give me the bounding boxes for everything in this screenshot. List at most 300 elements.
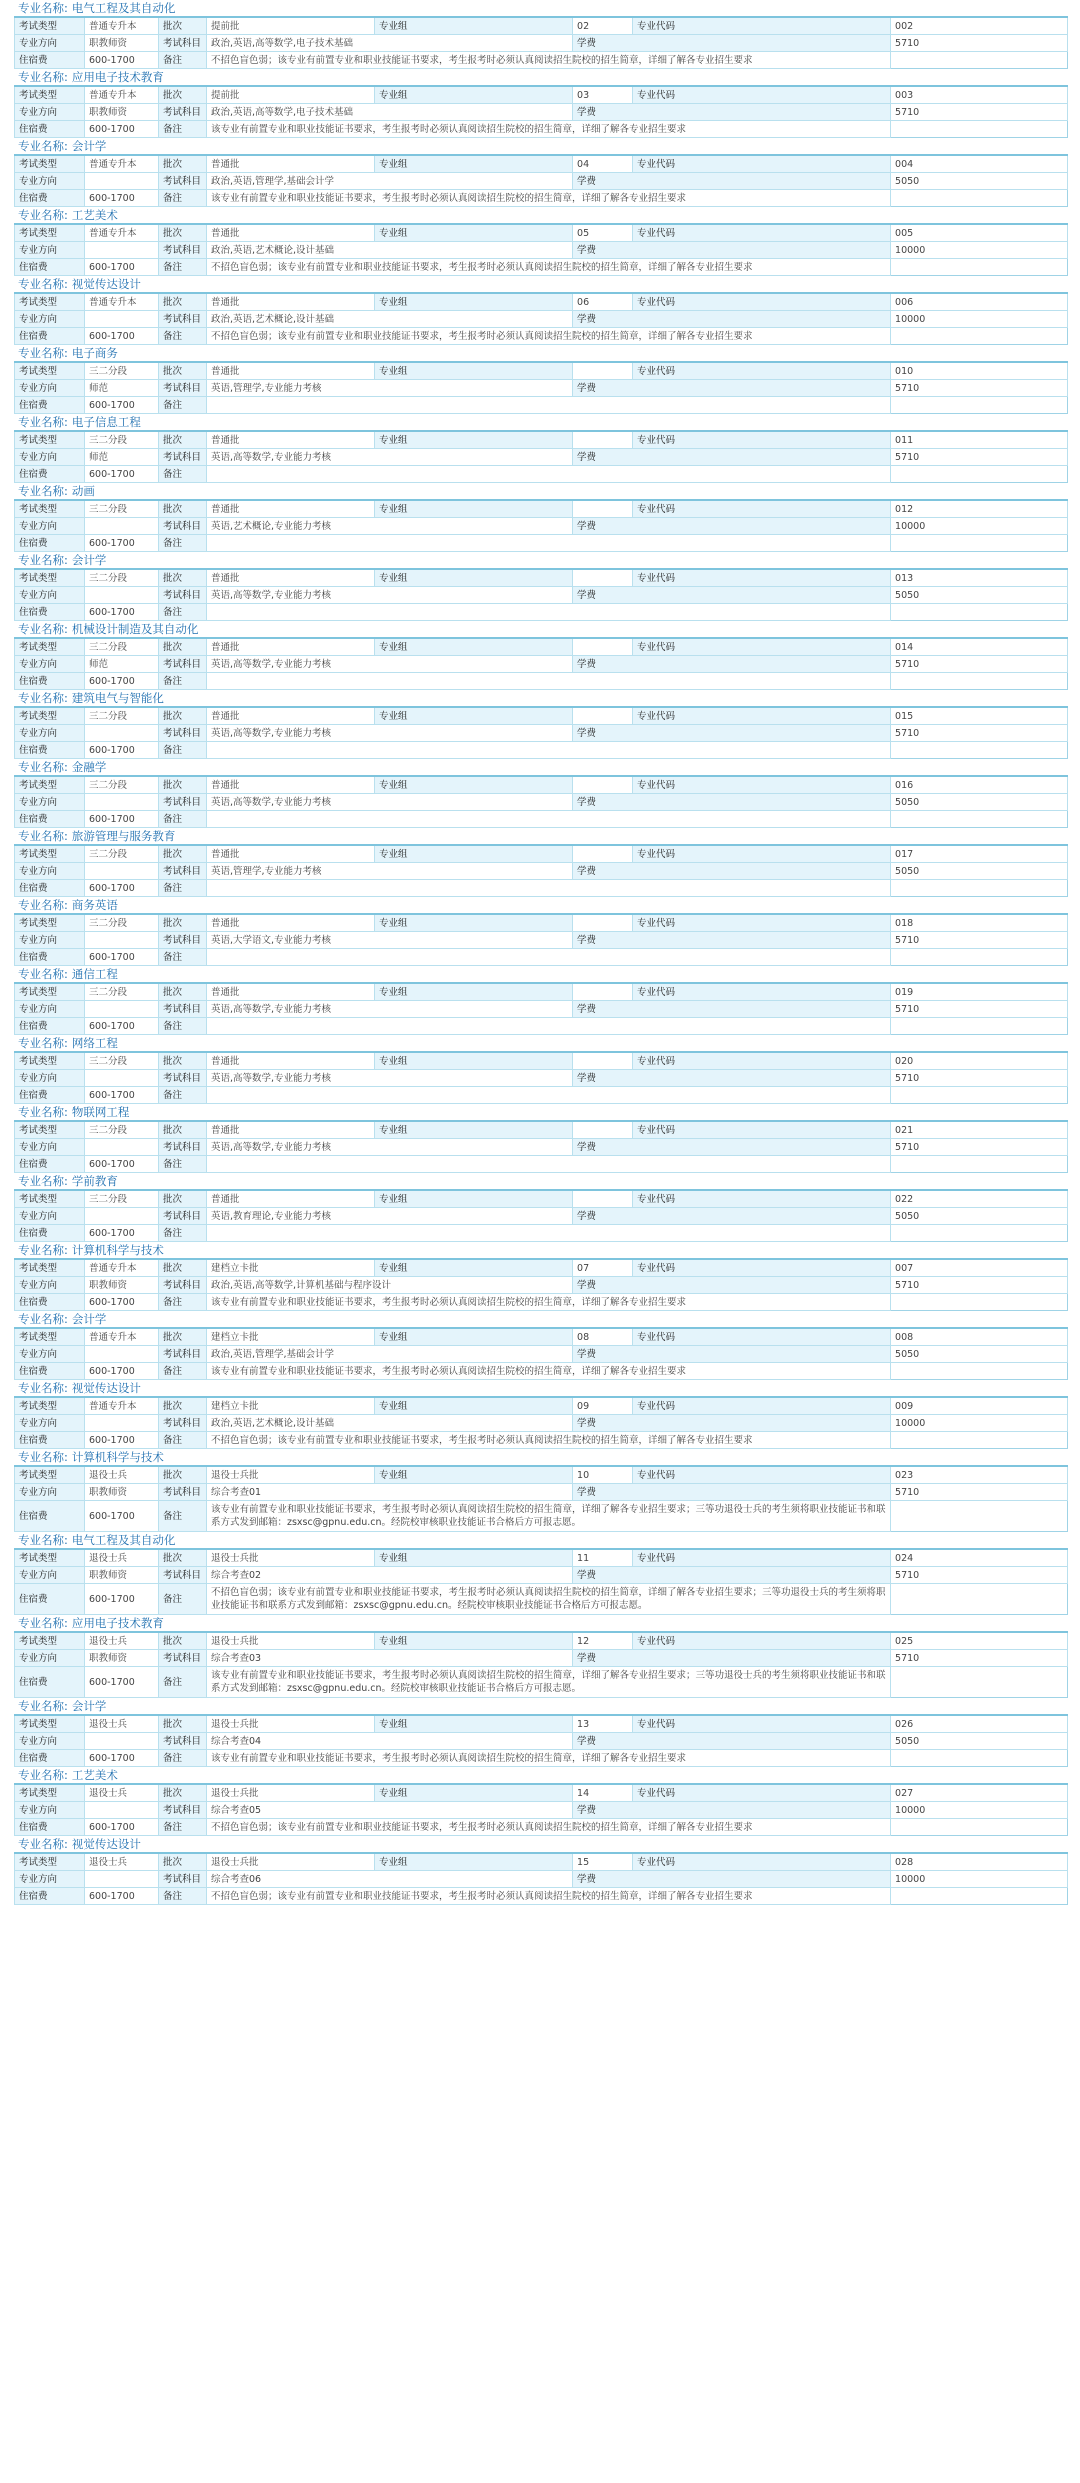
- table-row: [15, 1650, 1068, 1667]
- direction-label: 专业方向: [15, 1277, 85, 1294]
- code-value: 004: [891, 155, 1068, 173]
- fee-value: 5710: [891, 1484, 1068, 1501]
- lodging-value: 600-1700: [85, 1888, 159, 1905]
- major-info-table: [14, 1051, 1068, 1104]
- subjects-label: 考试科目: [159, 518, 207, 535]
- code-label: 专业代码: [633, 1466, 891, 1484]
- group-label: 专业组: [375, 1328, 573, 1346]
- lodging-label: 住宿费: [15, 1294, 85, 1311]
- major-name-label: 专业名称:: [18, 1, 68, 15]
- table-row: [15, 1001, 1068, 1018]
- lodging-value: 600-1700: [85, 1294, 159, 1311]
- table-row: [15, 121, 1068, 138]
- lodging-value: 600-1700: [85, 121, 159, 138]
- major-name-label: 专业名称:: [18, 415, 68, 429]
- major-name-label: 专业名称:: [18, 829, 68, 843]
- exam-type-label: 考试类型: [15, 155, 85, 173]
- major-block: [14, 1380, 1068, 1449]
- code-value: 011: [891, 431, 1068, 449]
- group-value: 12: [573, 1632, 633, 1650]
- exam-type-label: 考试类型: [15, 1397, 85, 1415]
- exam-type-label: 考试类型: [15, 707, 85, 725]
- major-info-table: [14, 1852, 1068, 1905]
- batch-label: 批次: [159, 1052, 207, 1070]
- direction-value: [85, 242, 159, 259]
- fee-value: 5710: [891, 1567, 1068, 1584]
- group-label: 专业组: [375, 1466, 573, 1484]
- table-row: [15, 1871, 1068, 1888]
- major-block: [14, 483, 1068, 552]
- major-name-value: 视觉传达设计: [71, 1381, 141, 1395]
- code-label: 专业代码: [633, 1052, 891, 1070]
- direction-label: 专业方向: [15, 449, 85, 466]
- group-value: 15: [573, 1853, 633, 1871]
- subjects-value: 英语,管理学,专业能力考核: [207, 380, 573, 397]
- remark-value: 不招色盲色弱；该专业有前置专业和职业技能证书要求，考生报考时必须认真阅读招生院校的招生简章，详细了解各专业招生要求: [207, 1819, 891, 1836]
- group-label: 专业组: [375, 293, 573, 311]
- fee-value: 5710: [891, 1001, 1068, 1018]
- major-title: [14, 483, 1068, 499]
- remark-value: 不招色盲色弱；该专业有前置专业和职业技能证书要求，考生报考时必须认真阅读招生院校的招生简章，详细了解各专业招生要求: [207, 52, 891, 69]
- major-block: [14, 276, 1068, 345]
- remark-value: 不招色盲色弱；该专业有前置专业和职业技能证书要求，考生报考时必须认真阅读招生院校的招生简章，详细了解各专业招生要求: [207, 328, 891, 345]
- remark-value: 该专业有前置专业和职业技能证书要求，考生报考时必须认真阅读招生院校的招生简章，详细了解各专业招生要求: [207, 190, 891, 207]
- major-info-table: [14, 913, 1068, 966]
- direction-value: 职教师资: [85, 1650, 159, 1667]
- batch-value: 提前批: [207, 17, 375, 35]
- group-value: [573, 431, 633, 449]
- subjects-value: 英语,管理学,专业能力考核: [207, 863, 573, 880]
- batch-value: 普通批: [207, 914, 375, 932]
- subjects-value: 政治,英语,高等数学,电子技术基础: [207, 104, 573, 121]
- direction-value: 师范: [85, 380, 159, 397]
- group-value: 07: [573, 1259, 633, 1277]
- major-name-value: 视觉传达设计: [71, 277, 141, 291]
- direction-value: 职教师资: [85, 1484, 159, 1501]
- lodging-value: 600-1700: [85, 1667, 159, 1698]
- major-name-value: 物联网工程: [71, 1105, 130, 1119]
- remark-value: 该专业有前置专业和职业技能证书要求，考生报考时必须认真阅读招生院校的招生简章，详细了解各专业招生要求；三等功退役士兵的考生须将职业技能证书和联系方式发到邮箱：zsxsc@gpnu.edu.cn。经院校审核职业技能证书合格后方可报志愿。: [207, 1667, 891, 1698]
- lodging-label: 住宿费: [15, 52, 85, 69]
- group-label: 专业组: [375, 1052, 573, 1070]
- code-label: 专业代码: [633, 1632, 891, 1650]
- group-label: 专业组: [375, 707, 573, 725]
- exam-type-value: 普通专升本: [85, 224, 159, 242]
- code-value: 005: [891, 224, 1068, 242]
- lodging-label: 住宿费: [15, 121, 85, 138]
- major-name-label: 专业名称:: [18, 1312, 68, 1326]
- direction-label: 专业方向: [15, 1802, 85, 1819]
- major-name-value: 学前教育: [71, 1174, 118, 1188]
- direction-label: 专业方向: [15, 1415, 85, 1432]
- remark-value: [207, 535, 891, 552]
- group-value: [573, 845, 633, 863]
- batch-label: 批次: [159, 155, 207, 173]
- fee-label: 学费: [573, 242, 891, 259]
- exam-type-label: 考试类型: [15, 914, 85, 932]
- fee-label: 学费: [573, 1346, 891, 1363]
- direction-value: [85, 1001, 159, 1018]
- subjects-value: 英语,高等数学,专业能力考核: [207, 1070, 573, 1087]
- major-block: [14, 138, 1068, 207]
- lodging-label: 住宿费: [15, 880, 85, 897]
- code-label: 专业代码: [633, 776, 891, 794]
- group-value: [573, 1190, 633, 1208]
- major-info-table: [14, 361, 1068, 414]
- subjects-label: 考试科目: [159, 1871, 207, 1888]
- lodging-label: 住宿费: [15, 673, 85, 690]
- direction-label: 专业方向: [15, 1733, 85, 1750]
- major-name-value: 会计学: [71, 139, 107, 153]
- remark-label: 备注: [159, 397, 207, 414]
- code-value: 009: [891, 1397, 1068, 1415]
- lodging-value: 600-1700: [85, 604, 159, 621]
- major-block: [14, 966, 1068, 1035]
- lodging-label: 住宿费: [15, 1750, 85, 1767]
- exam-type-label: 考试类型: [15, 569, 85, 587]
- group-label: 专业组: [375, 362, 573, 380]
- code-value: 006: [891, 293, 1068, 311]
- exam-type-label: 考试类型: [15, 1121, 85, 1139]
- exam-type-value: 三二分段: [85, 362, 159, 380]
- subjects-label: 考试科目: [159, 1650, 207, 1667]
- table-row: [15, 1139, 1068, 1156]
- major-name-label: 专业名称:: [18, 1699, 68, 1713]
- major-title: [14, 552, 1068, 568]
- major-title: [14, 1615, 1068, 1631]
- code-label: 专业代码: [633, 1259, 891, 1277]
- remark-label: 备注: [159, 466, 207, 483]
- direction-value: [85, 863, 159, 880]
- group-label: 专业组: [375, 1632, 573, 1650]
- group-value: 13: [573, 1715, 633, 1733]
- group-label: 专业组: [375, 638, 573, 656]
- subjects-label: 考试科目: [159, 311, 207, 328]
- major-name-label: 专业名称:: [18, 622, 68, 636]
- subjects-value: 英语,高等数学,专业能力考核: [207, 794, 573, 811]
- table-row: [15, 1750, 1068, 1767]
- remark-value: [207, 1087, 891, 1104]
- lodging-value: 600-1700: [85, 1501, 159, 1532]
- code-label: 专业代码: [633, 914, 891, 932]
- table-row: [15, 1208, 1068, 1225]
- major-info-table: [14, 85, 1068, 138]
- lodging-label: 住宿费: [15, 1087, 85, 1104]
- table-row: [15, 500, 1068, 518]
- code-label: 专业代码: [633, 1549, 891, 1567]
- lodging-label: 住宿费: [15, 1432, 85, 1449]
- lodging-value: 600-1700: [85, 1156, 159, 1173]
- major-block: [14, 1035, 1068, 1104]
- exam-type-value: 退役士兵: [85, 1632, 159, 1650]
- batch-value: 普通批: [207, 707, 375, 725]
- direction-value: [85, 794, 159, 811]
- direction-label: 专业方向: [15, 173, 85, 190]
- table-row: [15, 656, 1068, 673]
- batch-value: 退役士兵批: [207, 1632, 375, 1650]
- major-info-table: [14, 16, 1068, 69]
- batch-label: 批次: [159, 638, 207, 656]
- direction-value: [85, 587, 159, 604]
- code-value: 028: [891, 1853, 1068, 1871]
- subjects-value: 政治,英语,管理学,基础会计学: [207, 173, 573, 190]
- major-name-value: 动画: [71, 484, 95, 498]
- table-row: [15, 466, 1068, 483]
- table-row: [15, 397, 1068, 414]
- lodging-value: 600-1700: [85, 880, 159, 897]
- lodging-label: 住宿费: [15, 1584, 85, 1615]
- group-label: 专业组: [375, 86, 573, 104]
- fee-label: 学费: [573, 173, 891, 190]
- table-row: [15, 1853, 1068, 1871]
- table-row: [15, 17, 1068, 35]
- fee-value: 5710: [891, 656, 1068, 673]
- batch-label: 批次: [159, 1549, 207, 1567]
- direction-label: 专业方向: [15, 1070, 85, 1087]
- fee-label: 学费: [573, 725, 891, 742]
- table-row: [15, 1632, 1068, 1650]
- subjects-value: 政治,英语,管理学,基础会计学: [207, 1346, 573, 1363]
- exam-type-value: 三二分段: [85, 707, 159, 725]
- direction-label: 专业方向: [15, 932, 85, 949]
- direction-label: 专业方向: [15, 587, 85, 604]
- major-title: [14, 897, 1068, 913]
- table-row: [15, 449, 1068, 466]
- table-row: [15, 431, 1068, 449]
- subjects-label: 考试科目: [159, 35, 207, 52]
- exam-type-label: 考试类型: [15, 638, 85, 656]
- batch-label: 批次: [159, 776, 207, 794]
- remark-label: 备注: [159, 1750, 207, 1767]
- remark-value: 不招色盲色弱；该专业有前置专业和职业技能证书要求，考生报考时必须认真阅读招生院校的招生简章，详细了解各专业招生要求: [207, 1432, 891, 1449]
- major-name-value: 旅游管理与服务教育: [71, 829, 176, 843]
- exam-type-value: 退役士兵: [85, 1853, 159, 1871]
- table-row: [15, 707, 1068, 725]
- major-block: [14, 1615, 1068, 1698]
- remark-label: 备注: [159, 880, 207, 897]
- code-label: 专业代码: [633, 983, 891, 1001]
- remark-label: 备注: [159, 535, 207, 552]
- group-label: 专业组: [375, 983, 573, 1001]
- lodging-value: 600-1700: [85, 1018, 159, 1035]
- batch-value: 普通批: [207, 1052, 375, 1070]
- group-label: 专业组: [375, 1549, 573, 1567]
- table-row: [15, 863, 1068, 880]
- group-value: [573, 707, 633, 725]
- subjects-label: 考试科目: [159, 1802, 207, 1819]
- table-row: [15, 1667, 1068, 1698]
- major-info-table: [14, 1189, 1068, 1242]
- group-label: 专业组: [375, 1397, 573, 1415]
- table-row: [15, 845, 1068, 863]
- exam-type-label: 考试类型: [15, 86, 85, 104]
- lodging-label: 住宿费: [15, 1888, 85, 1905]
- major-name-label: 专业名称:: [18, 760, 68, 774]
- code-label: 专业代码: [633, 155, 891, 173]
- exam-type-value: 三二分段: [85, 500, 159, 518]
- subjects-label: 考试科目: [159, 449, 207, 466]
- fee-value: 5710: [891, 380, 1068, 397]
- batch-label: 批次: [159, 362, 207, 380]
- remark-value: [207, 811, 891, 828]
- table-row: [15, 742, 1068, 759]
- batch-value: 退役士兵批: [207, 1466, 375, 1484]
- table-row: [15, 569, 1068, 587]
- exam-type-label: 考试类型: [15, 1190, 85, 1208]
- major-name-label: 专业名称:: [18, 1243, 68, 1257]
- group-value: 03: [573, 86, 633, 104]
- table-row: [15, 914, 1068, 932]
- major-name-value: 会计学: [71, 553, 107, 567]
- fee-value: 10000: [891, 311, 1068, 328]
- fee-value: 5050: [891, 587, 1068, 604]
- major-block: [14, 897, 1068, 966]
- major-info-table: [14, 1258, 1068, 1311]
- remark-value: 该专业有前置专业和职业技能证书要求，考生报考时必须认真阅读招生院校的招生简章，详细了解各专业招生要求: [207, 1750, 891, 1767]
- batch-label: 批次: [159, 293, 207, 311]
- fee-value: 5050: [891, 1208, 1068, 1225]
- lodging-label: 住宿费: [15, 1018, 85, 1035]
- lodging-label: 住宿费: [15, 1363, 85, 1380]
- group-value: 06: [573, 293, 633, 311]
- major-title: [14, 1767, 1068, 1783]
- exam-type-value: 三二分段: [85, 431, 159, 449]
- direction-label: 专业方向: [15, 1871, 85, 1888]
- major-name-value: 建筑电气与智能化: [71, 691, 164, 705]
- group-value: 14: [573, 1784, 633, 1802]
- exam-type-label: 考试类型: [15, 983, 85, 1001]
- subjects-value: 英语,高等数学,专业能力考核: [207, 587, 573, 604]
- remark-label: 备注: [159, 1225, 207, 1242]
- direction-value: [85, 932, 159, 949]
- subjects-label: 考试科目: [159, 1208, 207, 1225]
- fee-label: 学费: [573, 1567, 891, 1584]
- table-row: [15, 811, 1068, 828]
- major-name-label: 专业名称:: [18, 1036, 68, 1050]
- code-value: 014: [891, 638, 1068, 656]
- code-label: 专业代码: [633, 569, 891, 587]
- table-row: [15, 293, 1068, 311]
- batch-value: 普通批: [207, 293, 375, 311]
- subjects-label: 考试科目: [159, 1484, 207, 1501]
- group-value: [573, 983, 633, 1001]
- major-name-value: 电气工程及其自动化: [71, 1, 176, 15]
- subjects-value: 政治,英语,艺术概论,设计基础: [207, 242, 573, 259]
- batch-label: 批次: [159, 431, 207, 449]
- table-row: [15, 1466, 1068, 1484]
- major-title: [14, 0, 1068, 16]
- major-info-table: [14, 154, 1068, 207]
- table-row: [15, 1225, 1068, 1242]
- table-row: [15, 155, 1068, 173]
- code-value: 010: [891, 362, 1068, 380]
- code-value: 003: [891, 86, 1068, 104]
- table-row: [15, 1584, 1068, 1615]
- batch-value: 建档立卡批: [207, 1328, 375, 1346]
- table-row: [15, 1346, 1068, 1363]
- code-value: 020: [891, 1052, 1068, 1070]
- batch-label: 批次: [159, 1121, 207, 1139]
- batch-value: 普通批: [207, 1121, 375, 1139]
- group-value: [573, 1052, 633, 1070]
- group-label: 专业组: [375, 1853, 573, 1871]
- major-name-value: 金融学: [71, 760, 107, 774]
- major-info-table: [14, 1783, 1068, 1836]
- remark-label: 备注: [159, 52, 207, 69]
- lodging-label: 住宿费: [15, 1667, 85, 1698]
- lodging-label: 住宿费: [15, 742, 85, 759]
- remark-label: 备注: [159, 190, 207, 207]
- lodging-value: 600-1700: [85, 673, 159, 690]
- group-label: 专业组: [375, 431, 573, 449]
- direction-value: [85, 1070, 159, 1087]
- table-row: [15, 1501, 1068, 1532]
- subjects-label: 考试科目: [159, 725, 207, 742]
- exam-type-label: 考试类型: [15, 1052, 85, 1070]
- batch-value: 普通批: [207, 845, 375, 863]
- table-row: [15, 1733, 1068, 1750]
- batch-label: 批次: [159, 1784, 207, 1802]
- major-block: [14, 1242, 1068, 1311]
- fee-value: 10000: [891, 1802, 1068, 1819]
- lodging-label: 住宿费: [15, 535, 85, 552]
- code-value: 021: [891, 1121, 1068, 1139]
- group-label: 专业组: [375, 776, 573, 794]
- batch-value: 普通批: [207, 1190, 375, 1208]
- subjects-label: 考试科目: [159, 863, 207, 880]
- table-row: [15, 949, 1068, 966]
- table-row: [15, 362, 1068, 380]
- major-info-table: [14, 1465, 1068, 1532]
- exam-type-value: 普通专升本: [85, 1259, 159, 1277]
- lodging-label: 住宿费: [15, 1501, 85, 1532]
- batch-value: 建档立卡批: [207, 1397, 375, 1415]
- exam-type-value: 退役士兵: [85, 1784, 159, 1802]
- subjects-label: 考试科目: [159, 173, 207, 190]
- major-info-table: [14, 1548, 1068, 1615]
- exam-type-label: 考试类型: [15, 500, 85, 518]
- table-row: [15, 983, 1068, 1001]
- remark-value: [207, 1225, 891, 1242]
- lodging-value: 600-1700: [85, 1584, 159, 1615]
- fee-label: 学费: [573, 1484, 891, 1501]
- direction-value: 师范: [85, 656, 159, 673]
- code-value: 026: [891, 1715, 1068, 1733]
- batch-label: 批次: [159, 707, 207, 725]
- remark-value: [207, 466, 891, 483]
- fee-label: 学费: [573, 104, 891, 121]
- direction-value: [85, 1802, 159, 1819]
- subjects-value: 英语,高等数学,专业能力考核: [207, 656, 573, 673]
- code-label: 专业代码: [633, 1328, 891, 1346]
- code-label: 专业代码: [633, 86, 891, 104]
- batch-label: 批次: [159, 224, 207, 242]
- direction-label: 专业方向: [15, 725, 85, 742]
- subjects-label: 考试科目: [159, 587, 207, 604]
- fee-label: 学费: [573, 794, 891, 811]
- major-info-table: [14, 499, 1068, 552]
- fee-value: 5050: [891, 1733, 1068, 1750]
- exam-type-value: 三二分段: [85, 845, 159, 863]
- fee-label: 学费: [573, 1070, 891, 1087]
- major-block: [14, 0, 1068, 69]
- code-label: 专业代码: [633, 17, 891, 35]
- remark-label: 备注: [159, 949, 207, 966]
- batch-label: 批次: [159, 983, 207, 1001]
- table-row: [15, 776, 1068, 794]
- group-label: 专业组: [375, 155, 573, 173]
- major-info-table: [14, 1631, 1068, 1698]
